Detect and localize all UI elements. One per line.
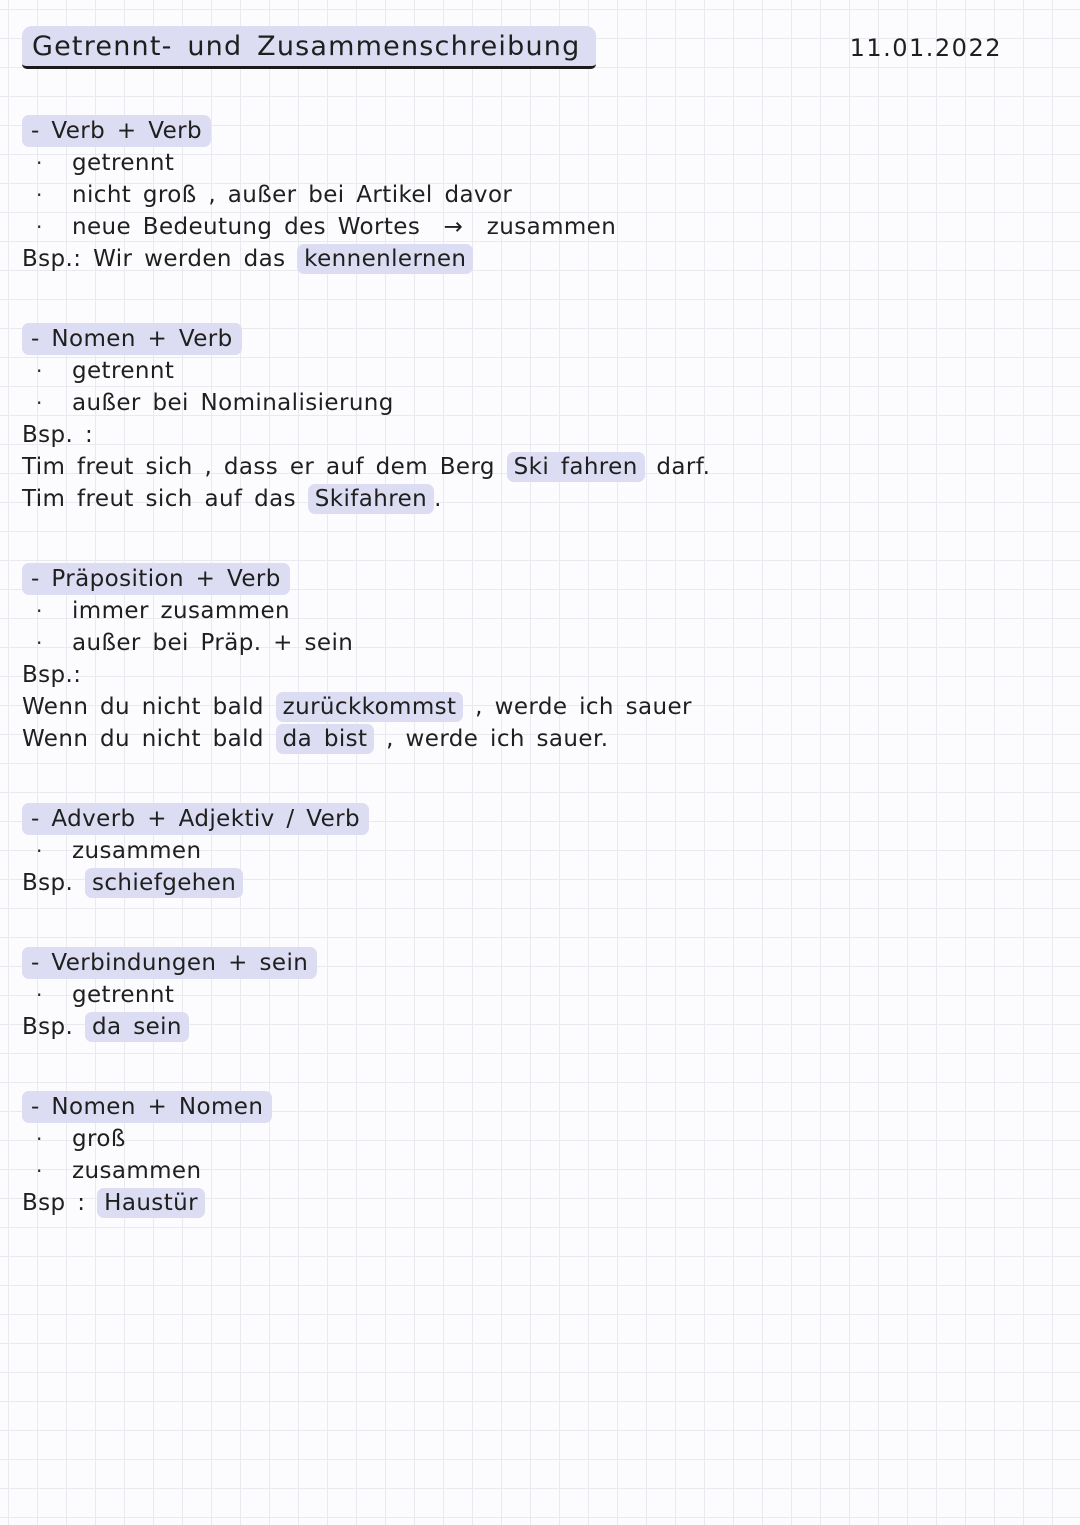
note-section [22, 803, 1002, 899]
bullet-text: außer bei Präp. + sein [72, 630, 354, 656]
text-segment: Bsp : [22, 1190, 98, 1216]
note-section [22, 947, 1002, 1043]
example-line [22, 483, 1002, 515]
bullet-dot: · [36, 1127, 43, 1151]
bullet-dot: · [36, 1159, 43, 1183]
text-segment: Bsp.: Wir werden das [22, 246, 298, 272]
note-section [22, 115, 1002, 275]
example-line [22, 1187, 1002, 1219]
example-line [22, 451, 1002, 483]
bullet-item [22, 179, 1002, 211]
bullet-item [22, 1155, 1002, 1187]
highlighted-text: Skifahren [308, 484, 434, 514]
bullet-dot: · [36, 631, 43, 655]
example-line [22, 243, 1002, 275]
page-title [22, 26, 596, 69]
note-section [22, 1091, 1002, 1219]
bullet-item [22, 979, 1002, 1011]
bullet-dot: · [36, 839, 43, 863]
bullet-dot: · [36, 359, 43, 383]
bullet-item [22, 835, 1002, 867]
section-heading-line [22, 947, 1002, 979]
bullet-text: außer bei Nominalisierung [72, 390, 394, 416]
bullet-item [22, 1123, 1002, 1155]
date-label: 11.01.2022 [849, 34, 1002, 62]
text-segment: Tim freut sich auf das [22, 486, 308, 512]
section-heading: - Adverb + Adjektiv / Verb [22, 803, 369, 835]
note-section [22, 563, 1002, 755]
bullet-dot: · [36, 983, 43, 1007]
text-segment: Bsp. [22, 870, 85, 896]
text-segment: Tim freut sich , dass er auf dem Berg [22, 454, 507, 480]
bullet-text: getrennt [72, 150, 175, 176]
bullet-dot: · [36, 391, 43, 415]
bullet-text: neue Bedeutung des Wortes → zusammen [72, 214, 617, 240]
example-line [22, 691, 1002, 723]
highlighted-text: da sein [85, 1012, 189, 1042]
highlighted-text: da bist [276, 724, 375, 754]
text-segment: , werde ich sauer. [374, 726, 609, 752]
section-heading: - Nomen + Verb [22, 323, 242, 355]
bullet-dot: · [36, 215, 43, 239]
section-heading-line [22, 803, 1002, 835]
text-segment: Bsp. : [22, 422, 94, 448]
text-segment: Bsp. [22, 1014, 85, 1040]
bullet-text: groß [72, 1126, 126, 1152]
section-heading: - Nomen + Nomen [22, 1091, 272, 1123]
highlighted-text: schiefgehen [85, 868, 243, 898]
bullet-item [22, 355, 1002, 387]
highlighted-text: Haustür [97, 1188, 205, 1218]
highlighted-text: Ski fahren [507, 452, 645, 482]
bullet-text: zusammen [72, 838, 202, 864]
text-segment: Wenn du nicht bald [22, 726, 276, 752]
bullet-item [22, 147, 1002, 179]
section-heading-line [22, 323, 1002, 355]
section-heading-line [22, 115, 1002, 147]
bullet-item [22, 387, 1002, 419]
bullet-dot: · [36, 599, 43, 623]
bullet-text: nicht groß , außer bei Artikel davor [72, 182, 513, 208]
highlighted-text: zurückkommst [276, 692, 464, 722]
bullet-item [22, 627, 1002, 659]
bullet-text: getrennt [72, 358, 175, 384]
example-line [22, 419, 1002, 451]
section-heading: - Verbindungen + sein [22, 947, 317, 979]
text-segment: darf. [644, 454, 711, 480]
bullet-item [22, 595, 1002, 627]
bullet-item [22, 211, 1002, 243]
example-line [22, 659, 1002, 691]
bullet-dot: · [36, 183, 43, 207]
text-segment: . [434, 486, 442, 512]
text-segment: , werde ich sauer [463, 694, 692, 720]
sections-container [22, 115, 1002, 1219]
note-section [22, 323, 1002, 515]
text-segment: Bsp.: [22, 662, 82, 688]
section-heading: - Verb + Verb [22, 115, 211, 147]
section-heading-line [22, 1091, 1002, 1123]
example-line [22, 867, 1002, 899]
example-line [22, 1011, 1002, 1043]
example-line [22, 723, 1002, 755]
bullet-text: zusammen [72, 1158, 202, 1184]
section-heading-line [22, 563, 1002, 595]
section-heading: - Präposition + Verb [22, 563, 290, 595]
highlighted-text: kennenlernen [297, 244, 473, 274]
bullet-text: immer zusammen [72, 598, 290, 624]
text-segment: Wenn du nicht bald [22, 694, 276, 720]
header [22, 26, 1002, 69]
bullet-text: getrennt [72, 982, 175, 1008]
page-title-text: Getrennt- und Zusammenschreibung [22, 26, 596, 69]
bullet-dot: · [36, 151, 43, 175]
